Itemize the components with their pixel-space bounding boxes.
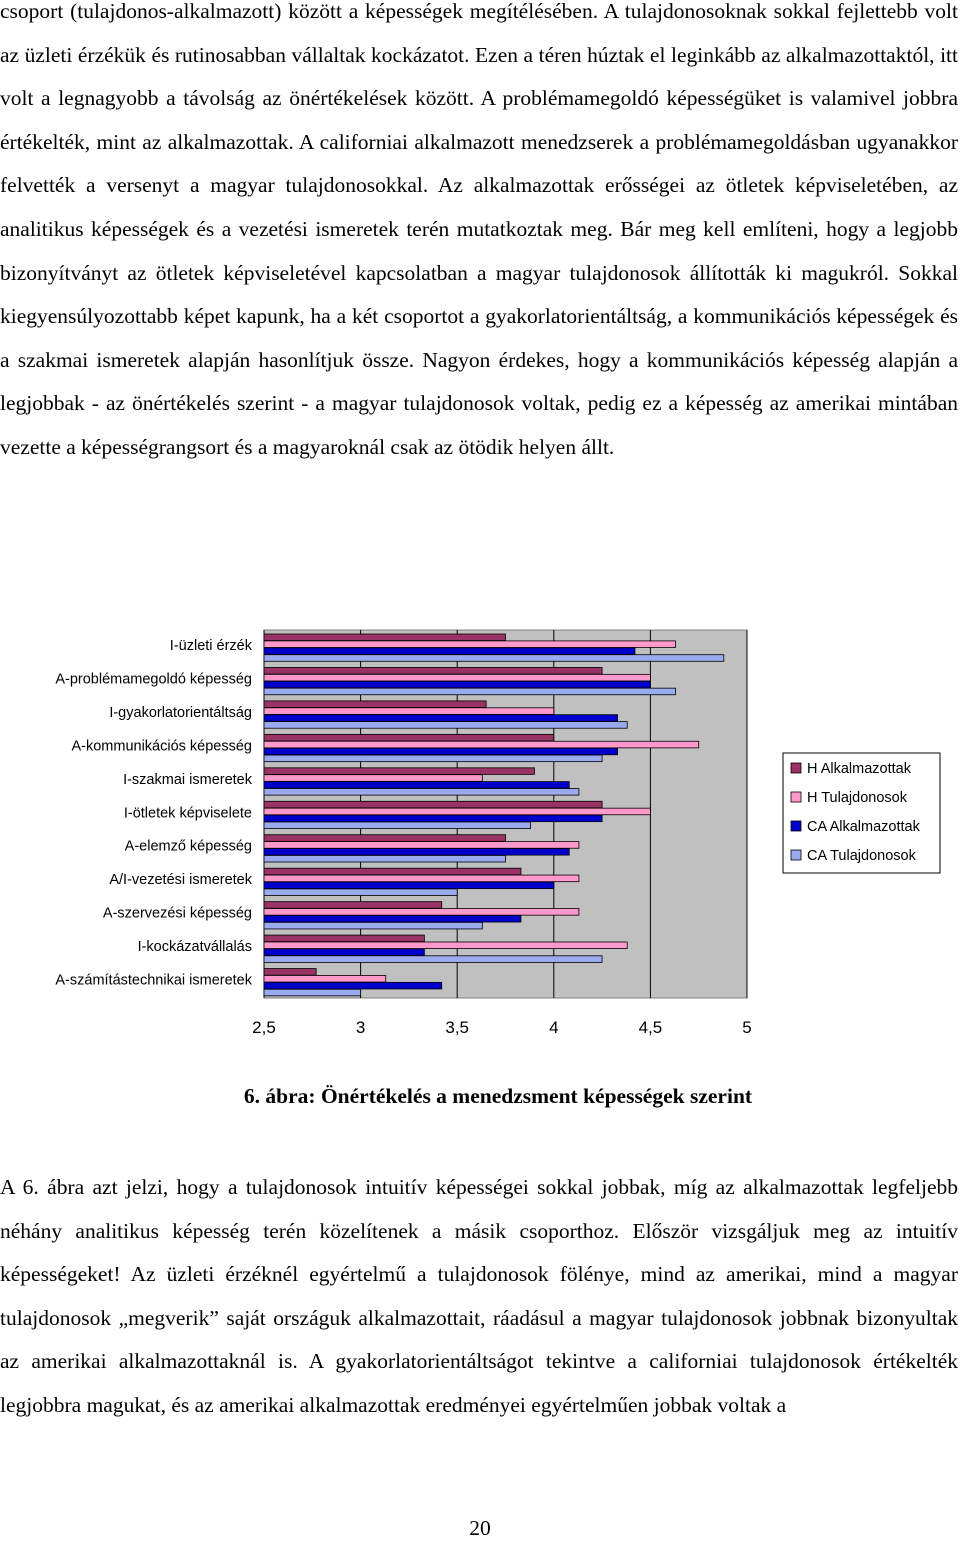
bar	[264, 708, 554, 715]
category-labels	[55, 638, 252, 989]
legend-swatch	[791, 763, 801, 773]
bar	[264, 667, 602, 674]
body-paragraph-bottom: A 6. ábra azt jelzi, hogy a tulajdonosok intuitív képességei sokkal jobbak, míg az alkalmazottak legfeljebb néhány analitikus képesség terén közelítenek a másik csoporthoz. Először vizsgáljuk meg az intuitív képességeket! Az üzleti érzéknél egyértelmű a tulajdonosok fölénye, mind az amerikai, mind a magyar tulajdonosok „megverik” saját országuk alkalmazottait, ráadásul a magyar tulajdonosok jobbnak bizonyultak az amerikai alkalmazottaknál is. A gyakorlatorientáltságot tekintve a californiai tulajdonosok értékelték legjobbra magukat, és az amerikai alkalmazottak eredményei egyértelműen jobbak voltak a	[0, 1175, 958, 1417]
bar	[264, 701, 486, 708]
bar	[264, 741, 699, 748]
bar	[264, 935, 424, 942]
bar	[264, 688, 676, 695]
bar	[264, 808, 650, 815]
category-label: I-ötletek képviselete	[123, 805, 252, 822]
bar	[264, 734, 554, 741]
bar	[264, 801, 602, 808]
legend	[783, 753, 940, 873]
bar	[264, 969, 316, 976]
bar	[264, 949, 424, 956]
figure-caption: 6. ábra: Önértékelés a menedzsment képességek szerint	[243, 1084, 753, 1108]
legend-label: CA Tulajdonosok	[807, 848, 916, 864]
bar	[264, 982, 442, 989]
legend-label: H Tulajdonosok	[807, 790, 907, 806]
category-label: I-gyakorlatorientáltság	[109, 704, 252, 721]
legend-swatch	[791, 792, 801, 802]
page-number: 20	[469, 1516, 491, 1540]
bar	[264, 989, 361, 996]
body-paragraph-top: csoport (tulajdonos-alkalmazott) között a képességek megítélésében. A tulajdonosoknak sokkal fejlettebb volt az üzleti érzékük és rutinosabban vállaltak kockázatot. Ezen a téren húztak el leginkább az alkalmazottaktól, itt volt a legnagyobb a távolság az önértékelések között. A problémamegoldó képességüket is valamivel jobbra értékelték, mint az alkalmazottak. A californiai alkalmazott menedzserek a problémamegoldásban ugyanakkor felvették a versenyt a magyar tulajdonosokkal. Az alkalmazottak erősségei az ötletek képviseletében, az analitikus képességek és a vezetési ismeretek terén mutatkoztak meg. Bár meg kell említeni, hogy a legjobb bizonyítványt az ötletek képviseletével kapcsolatban a magyar tulajdonosok állították ki magukról. Sokkal kiegyensúlyozottabb képet kapunk, ha a két csoportot a gyakorlatorientáltság, a kommunikációs képességek és a szakmai ismeretek alapján hasonlítjuk össze. Nagyon érdekes, hogy a kommunikációs képesség alapján a legjobbak - az önértékelés szerint - a magyar tulajdonosok voltak, pedig ez a képesség az amerikai mintában vezette a képességrangsort és a magyaroknál csak az ötödik helyen állt.	[0, 0, 958, 459]
bar	[264, 909, 579, 916]
bar	[264, 648, 635, 655]
category-label: A/I-vezetési ismeretek	[109, 872, 252, 889]
legend-label: CA Alkalmazottak	[807, 819, 920, 835]
legend-label: H Alkalmazottak	[807, 761, 911, 777]
bar	[264, 634, 506, 641]
bar	[264, 681, 650, 688]
bar	[264, 755, 602, 762]
bar	[264, 882, 554, 889]
bar	[264, 956, 602, 963]
bar	[264, 942, 627, 949]
bar	[264, 789, 579, 796]
bar	[264, 849, 569, 856]
bar	[264, 922, 482, 929]
category-label: I-szakmai ismeretek	[123, 771, 252, 788]
bar	[264, 902, 442, 909]
x-tick-label: 2,5	[252, 1018, 276, 1037]
bar	[264, 674, 650, 681]
bar	[264, 815, 602, 822]
category-label: A-problémamegoldó képesség	[55, 671, 252, 688]
legend-swatch	[791, 821, 801, 831]
bar	[264, 722, 627, 729]
bar	[264, 875, 579, 882]
bar	[264, 655, 724, 662]
tick-labels	[252, 1018, 752, 1037]
category-label: I-üzleti érzék	[169, 638, 252, 654]
bar	[264, 775, 482, 782]
x-tick-label: 3	[355, 1018, 366, 1037]
category-label: I-kockázatvállalás	[137, 939, 252, 956]
bar	[264, 768, 534, 775]
bar	[264, 822, 531, 829]
category-label: A-szervezési képesség	[102, 905, 252, 922]
x-tick-label: 5	[742, 1018, 752, 1037]
bar	[264, 842, 579, 849]
bar	[264, 915, 521, 922]
x-tick-label: 4,5	[638, 1018, 663, 1037]
category-label: A-elemző képesség	[124, 838, 252, 855]
bar	[264, 748, 618, 755]
category-label: A-kommunikációs képesség	[71, 738, 252, 755]
x-tick-label: 3,5	[445, 1018, 470, 1037]
capability-bar-chart	[0, 600, 960, 1050]
bar	[264, 715, 618, 722]
category-label: A-számítástechnikai ismeretek	[55, 972, 252, 989]
bar	[264, 782, 569, 789]
bar	[264, 835, 506, 842]
bar	[264, 889, 457, 896]
x-tick-label: 4	[549, 1018, 559, 1037]
bar	[264, 855, 506, 862]
legend-swatch	[791, 850, 801, 860]
bar	[264, 641, 676, 648]
bar	[264, 975, 386, 982]
bar	[264, 868, 521, 875]
